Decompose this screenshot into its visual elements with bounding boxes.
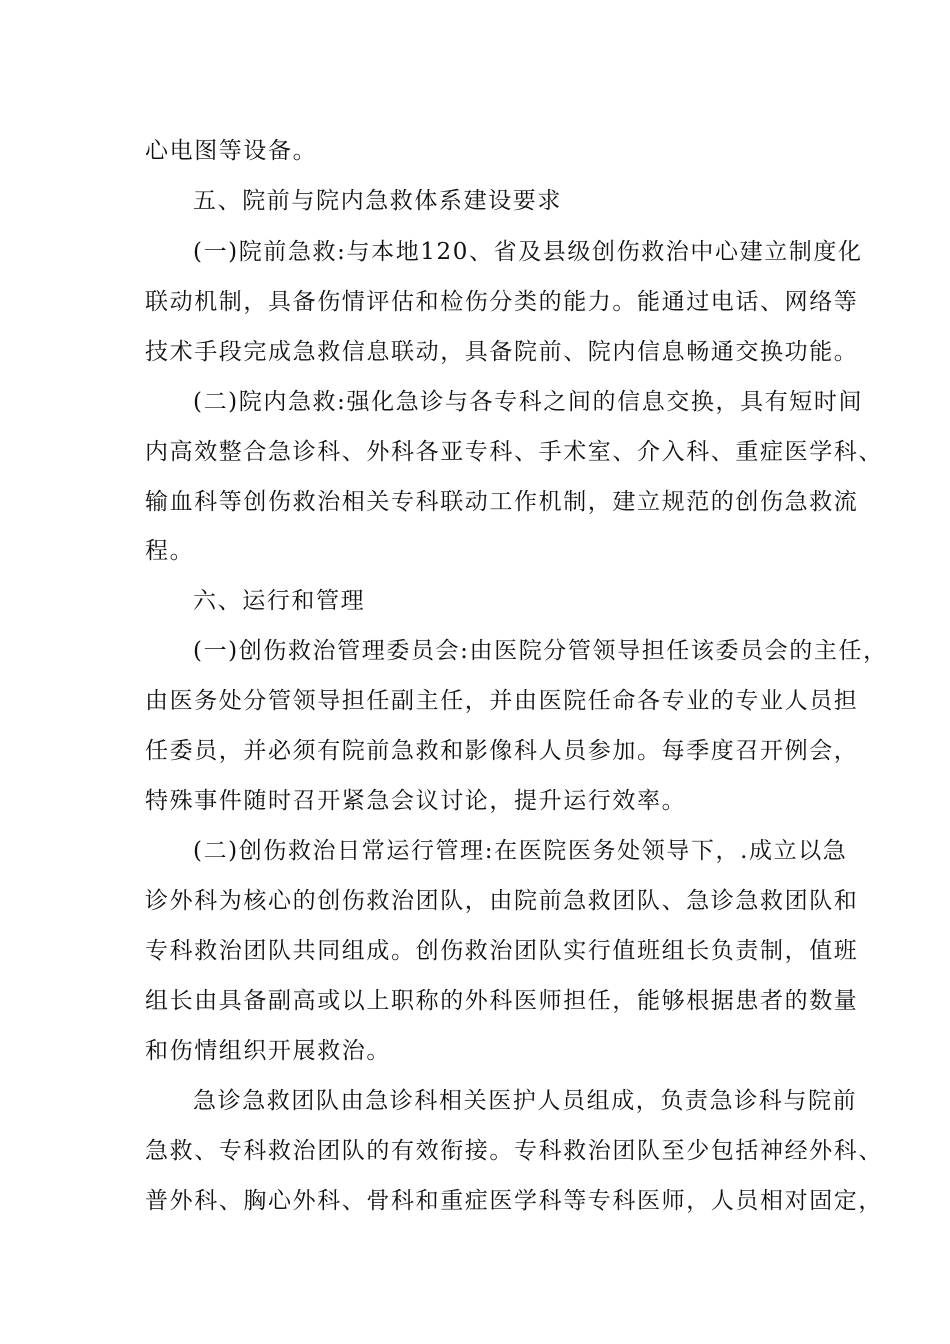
text-line: 专科救治团队共同组成。创伤救治团队实行值班组长负责制，值班: [145, 938, 859, 964]
text-line: 和伤情组织开展救治。: [145, 1038, 391, 1064]
text-line: 由医务处分管领导担任副主任，并由医院任命各专业的专业人员担: [145, 688, 859, 714]
text-line: 诊外科为核心的创伤救治团队，由院前急救团队、急诊急救团队和: [145, 888, 859, 914]
text-line: 急诊急救团队由急诊科相关医护人员组成，负责急诊科与院前: [193, 1088, 858, 1114]
section-heading: 六、运行和管理: [193, 588, 366, 614]
section-heading: 五、院前与院内急救体系建设要求: [193, 188, 562, 214]
text-line: 技术手段完成急救信息联动，具备院前、院内信息畅通交换功能。: [145, 339, 859, 365]
text-line: (一)院前急救:与本地120、省及县级创伤救治中心建立制度化: [193, 239, 863, 265]
text-line: 任委员，并必须有院前急救和影像科人员参加。每季度召开例会，: [145, 738, 859, 764]
text-line: (二)院内急救:强化急诊与各专科之间的信息交换，具有短时间: [193, 389, 864, 415]
text-line: 组长由具备副高或以上职称的外科医师担任，能够根据患者的数量: [145, 988, 859, 1014]
text-line: 程。: [145, 538, 195, 564]
text-line: 联动机制，具备伤情评估和检伤分类的能力。能通过电话、网络等: [145, 289, 859, 315]
text-line: 特殊事件随时召开紧急会议讨论，提升运行效率。: [145, 788, 687, 814]
text-line: 内高效整合急诊科、外科各亚专科、手术室、介入科、重症医学科、: [145, 439, 883, 465]
text-line: 输血科等创伤救治相关专科联动工作机制，建立规范的创伤急救流: [145, 489, 859, 515]
text-line: 急救、专科救治团队的有效衔接。专科救治团队至少包括神经外科、: [145, 1138, 883, 1164]
text-line: 普外科、胸心外科、骨科和重症医学科等专科医师，人员相对固定，: [145, 1188, 883, 1214]
text-line: (一)创伤救治管理委员会:由医院分管领导担任该委员会的主任，: [193, 638, 888, 664]
text-line: (二)创伤救治日常运行管理:在医院医务处领导下，.成立以急: [193, 838, 848, 864]
text-line: 心电图等设备。: [145, 138, 318, 164]
